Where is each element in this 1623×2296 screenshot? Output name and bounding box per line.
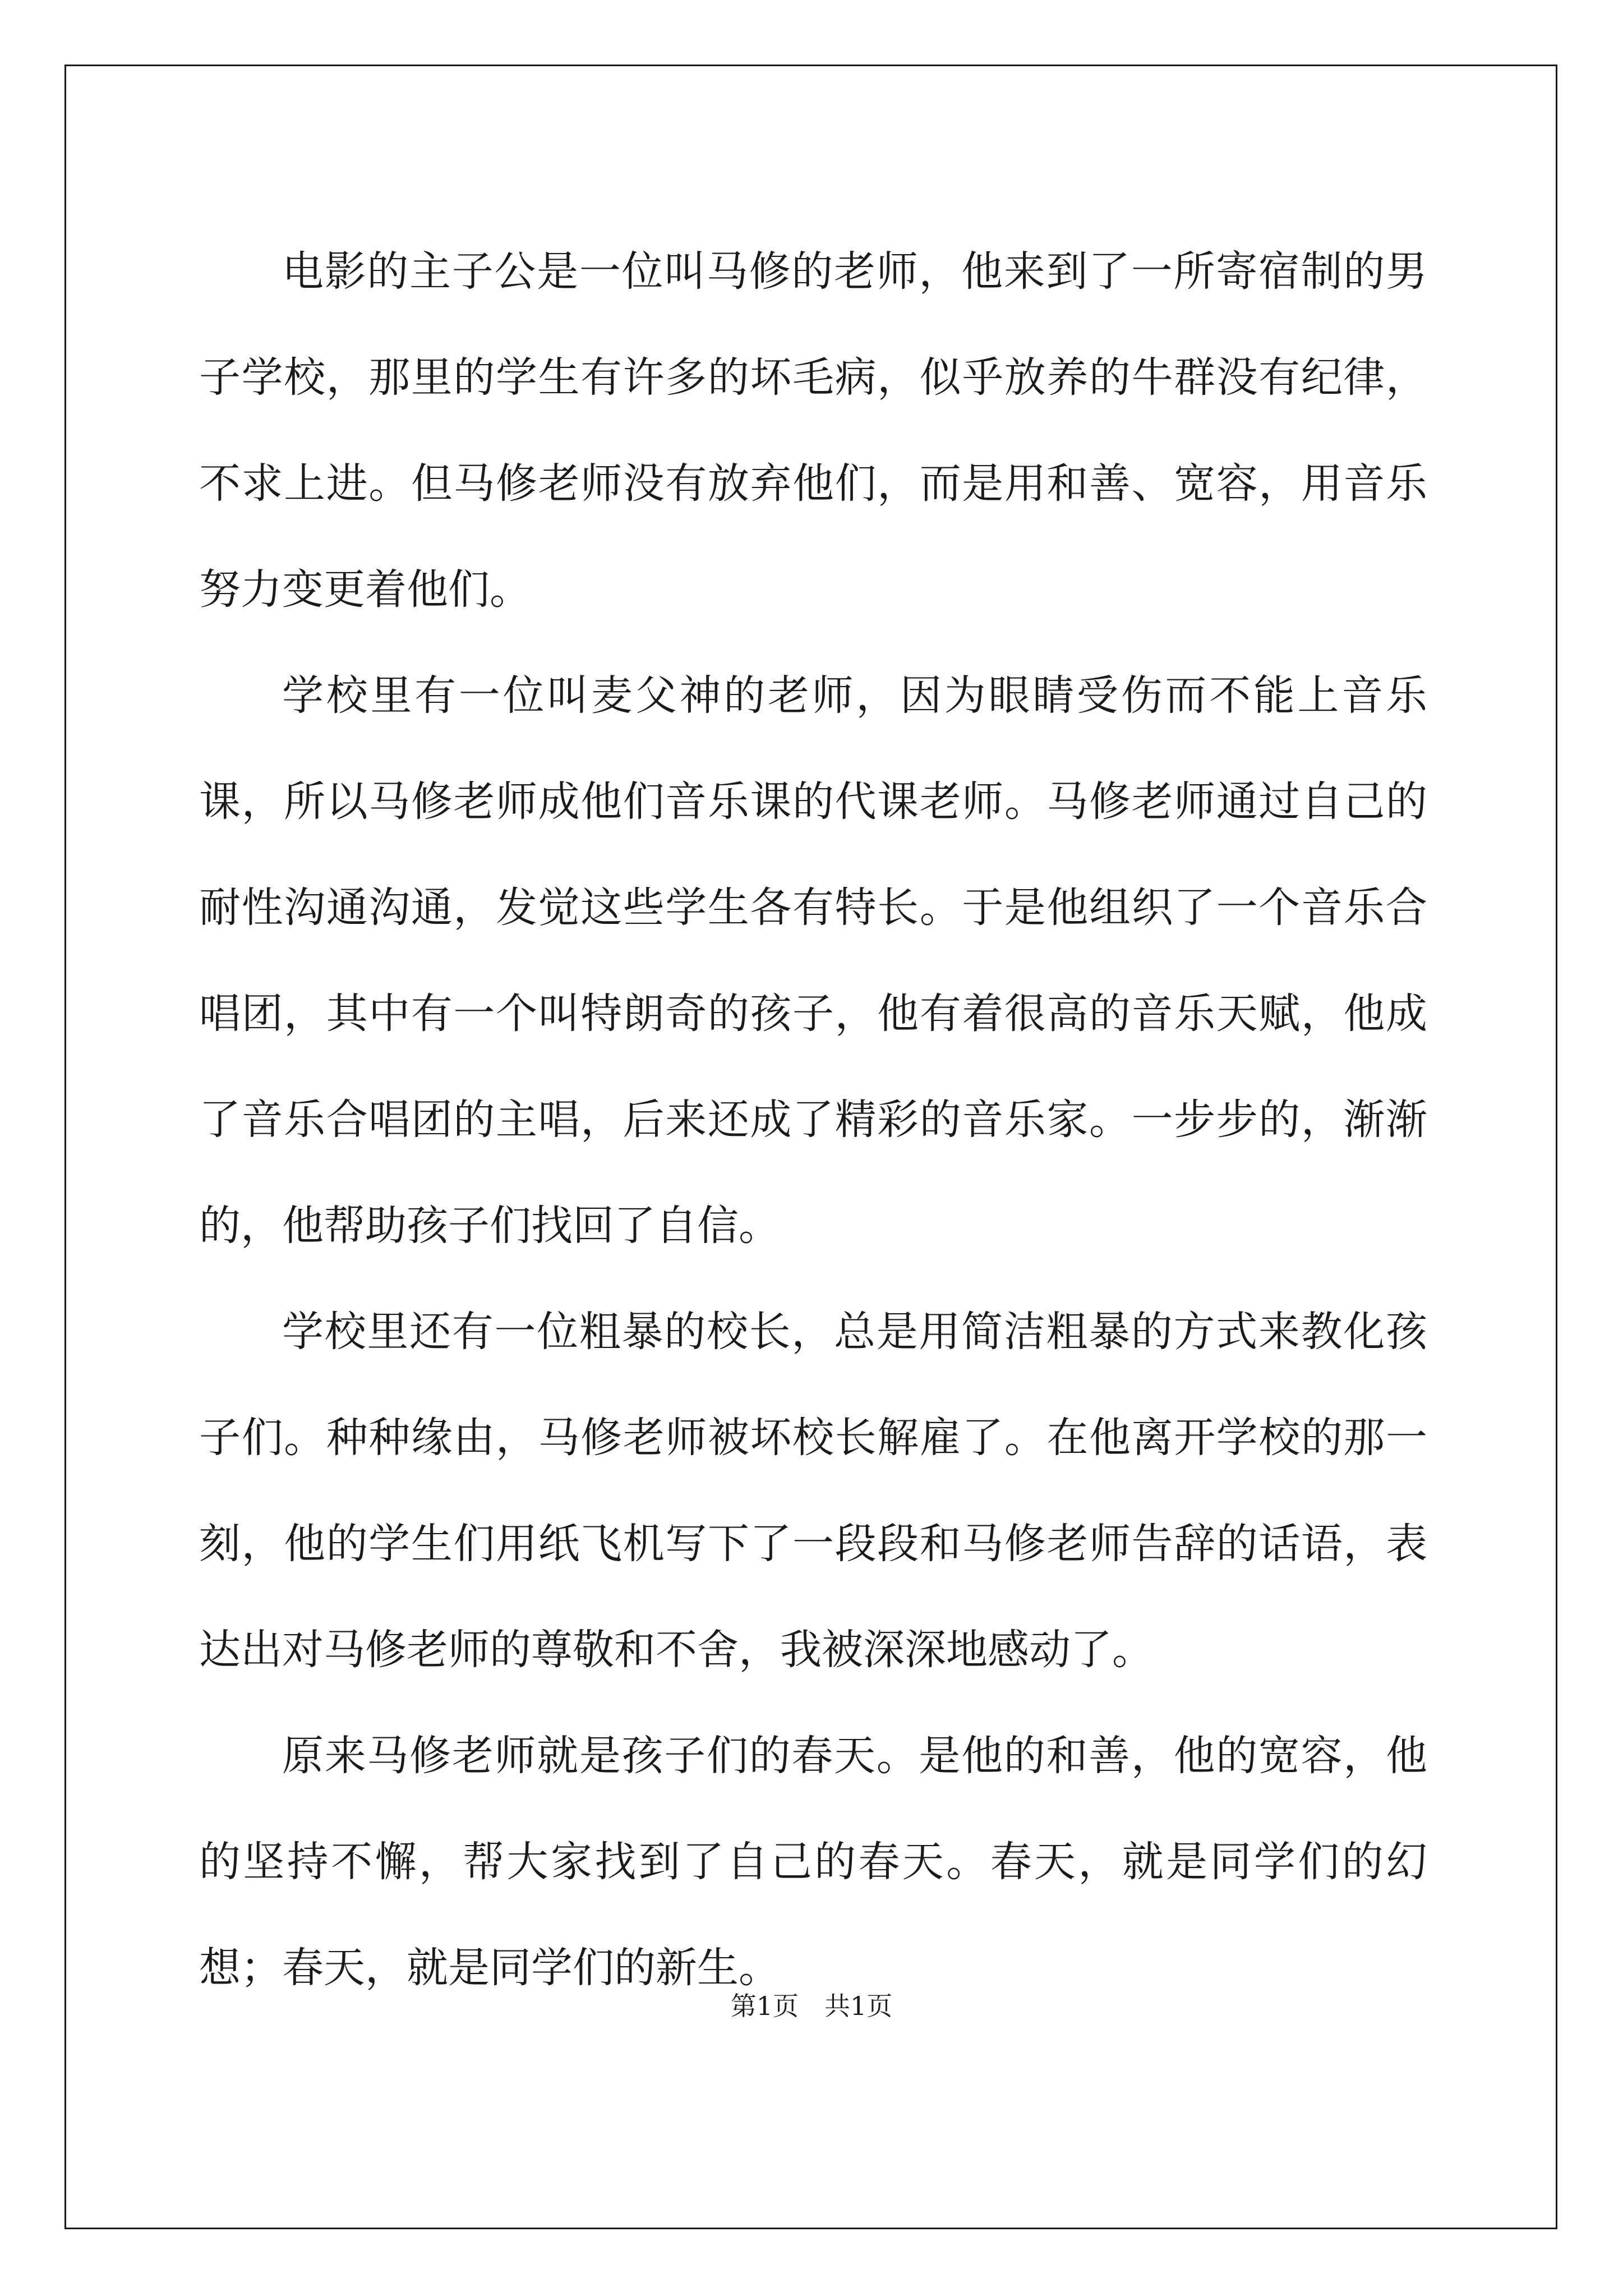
paragraph-4: 原来马修老师就是孩子们的春天。是他的和善，他的宽容，他的坚持不懈，帮大家找到了自己的春天。春天，就是同学们的幻想；春天，就是同学们的新生。: [199, 1732, 1427, 1992]
page-number-total: 共1页: [824, 1991, 893, 2021]
page-footer: [0, 1986, 1623, 2023]
page-number-current: 第1页: [730, 1991, 799, 2021]
paragraph-2: 学校里有一位叫麦父神的老师，因为眼睛受伤而不能上音乐课，所以马修老师成他们音乐课的代课老师。马修老师通过自己的耐性沟通沟通，发觉这些学生各有特长。于是他组织了一个音乐合唱团，其中有一个叫特朗奇的孩子，他有着很高的音乐天赋，他成了音乐合唱团的主唱，后来还成了精彩的音乐家。一步步的，渐渐的，他帮助孩子们找回了自信。: [199, 671, 1427, 1250]
document-body: [199, 219, 1427, 2021]
paragraph-3: 学校里还有一位粗暴的校长，总是用简洁粗暴的方式来教化孩子们。种种缘由，马修老师被坏校长解雇了。在他离开学校的那一刻，他的学生们用纸飞机写下了一段段和马修老师告辞的话语，表达出对马修老师的尊敬和不舍，我被深深地感动了。: [199, 1308, 1427, 1674]
paragraph-1: 电影的主子公是一位叫马修的老师，他来到了一所寄宿制的男子学校，那里的学生有许多的坏毛病，似乎放养的牛群没有纪律，不求上进。但马修老师没有放弃他们，而是用和善、宽容，用音乐努力变更着他们。: [199, 247, 1427, 614]
